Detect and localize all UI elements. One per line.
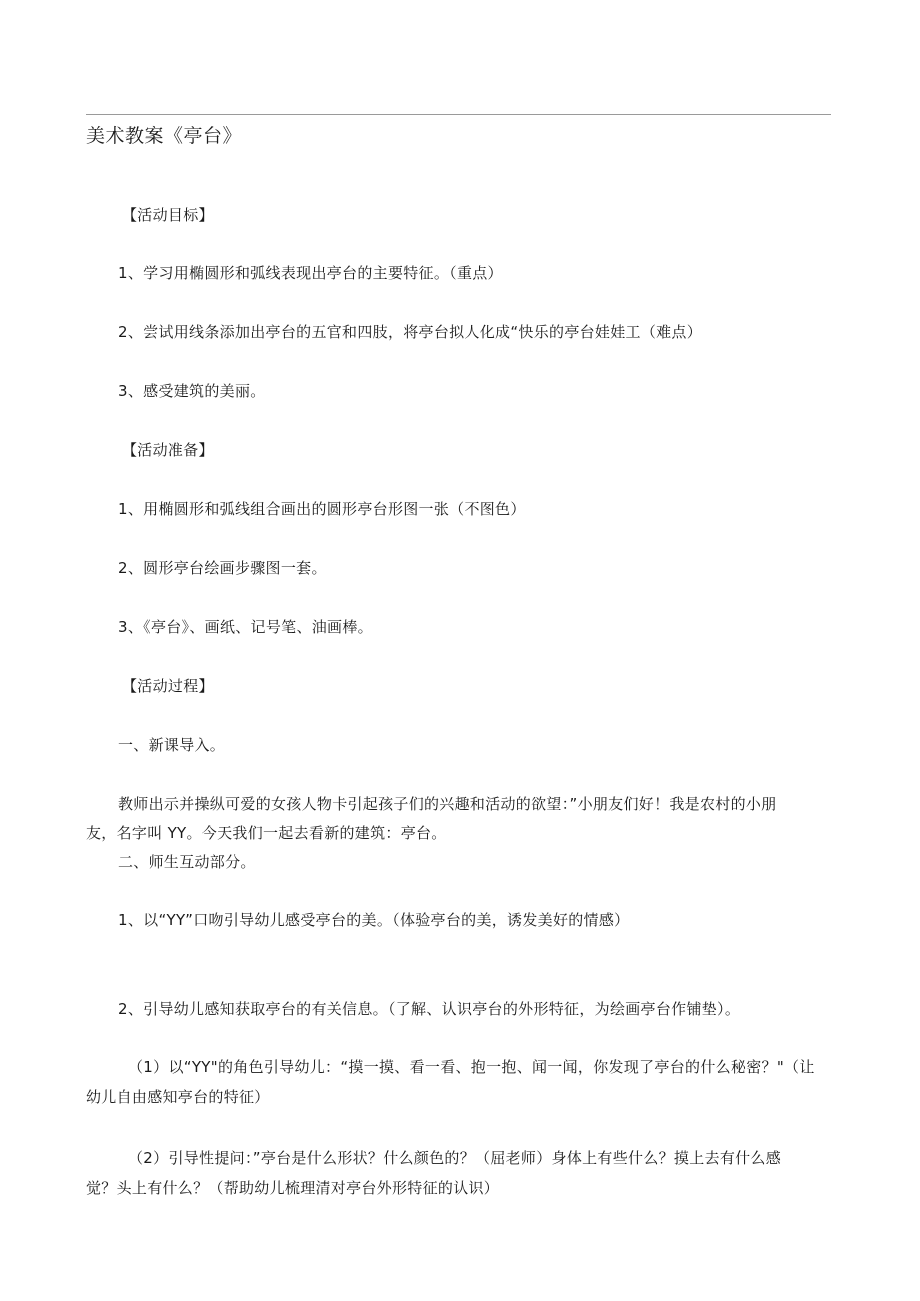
paragraph-intro-line-2: 友，名字叫 YY。今天我们一起去看新的建筑：亭台。	[86, 824, 447, 842]
paragraph-intro-line-1: 教师出示并操纵可爱的女孩人物卡引起孩子们的兴趣和活动的欲望：”小朋友们好！我是农村的小朋	[118, 795, 777, 813]
goal-item-3: 3、感受建筑的美丽。	[118, 382, 266, 400]
prep-item-2: 2、圆形亭台绘画步骤图一套。	[118, 559, 327, 577]
section-2-heading: 二、师生互动部分。	[118, 853, 256, 871]
top-rule	[86, 114, 831, 115]
prep-item-3: 3、《亭台》、画纸、记号笔、油画棒。	[118, 618, 373, 636]
document-title: 美术教案《亭台》	[86, 125, 243, 147]
heading-activity-process: 【活动过程】	[122, 677, 214, 695]
interaction-item-2: 2、引导幼儿感知获取亭台的有关信息。（了解、认识亭台的外形特征，为绘画亭台作铺垫）。	[118, 1000, 741, 1018]
goal-item-1: 1、学习用椭圆形和弧线表现出亭台的主要特征。（重点）	[118, 264, 503, 282]
sub-item-2-line-2: 觉？头上有什么？（帮助幼儿梳理清对亭台外形特征的认识）	[86, 1179, 500, 1197]
sub-item-1-line-1: （1）以“YY"的角色引导幼儿：“摸一摸、看一看、抱一抱、闻一闻，你发现了亭台的什么秘密？"（让	[128, 1058, 815, 1076]
heading-activity-preparation: 【活动准备】	[122, 441, 214, 459]
goal-item-2: 2、尝试用线条添加出亭台的五官和四肢，将亭台拟人化成“快乐的亭台娃娃工（难点）	[118, 323, 703, 341]
sub-item-1-line-2: 幼儿自由感知亭台的特征）	[86, 1088, 270, 1106]
section-1-heading: 一、新课导入。	[118, 736, 226, 754]
interaction-item-1: 1、以“YY”口吻引导幼儿感受亭台的美。（体验亭台的美，诱发美好的情感）	[118, 911, 630, 929]
prep-item-1: 1、用椭圆形和弧线组合画出的圆形亭台形图一张（不图色）	[118, 500, 526, 518]
heading-activity-goals: 【活动目标】	[122, 206, 214, 224]
sub-item-2-line-1: （2）引导性提问：”亭台是什么形状？什么颜色的？（屈老师）身体上有些什么？摸上去有什么感	[128, 1149, 782, 1167]
